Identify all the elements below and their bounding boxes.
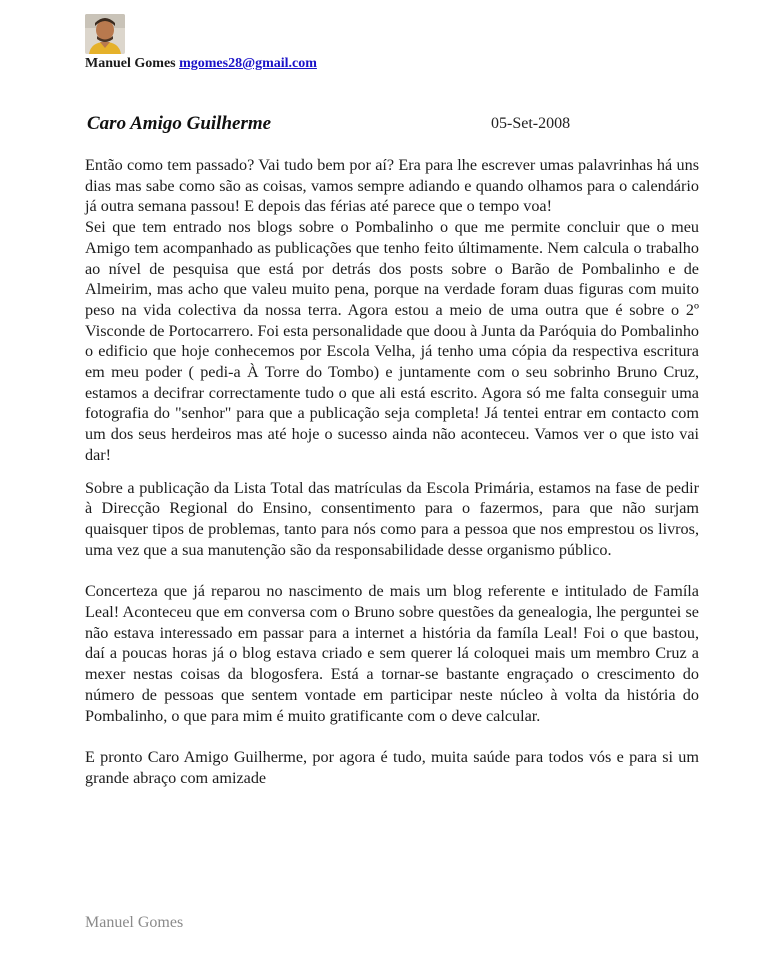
letter-body [85, 155, 699, 789]
signature: Manuel Gomes [85, 914, 184, 931]
salutation-row [87, 113, 687, 137]
letter-paragraph: Sobre a publicação da Lista Total das matrículas da Escola Primária, estamos na fase de pedir à Direcção Regional do Ensino, consentimento para o fazermos, para que não surjam quaisquer tipos de problemas, tanto para nós como para a pessoa que nos emprestou os livros, uma vez que a sua manutenção são da responsabilidade desse organismo público. [85, 478, 699, 559]
author-email-link[interactable]: mgomes28@gmail.com [179, 56, 317, 71]
letter-paragraph: E pronto Caro Amigo Guilherme, por agora é tudo, muita saúde para todos vós e para si um grande abraço com amizade [85, 748, 699, 787]
letter-paragraph: Concerteza que já reparou no nascimento de mais um blog referente e intitulado de Famíla Leal! Aconteceu que em conversa com o Bruno sobre questões da genealogia, lhe perguntei se não estava interessado em passar para a internet a história da famíla Leal! Foi o que bastou, daí a poucas horas já o blog estava criado e sem querer lá coloquei mais um membro Cruz a mexer nestas coisas da blogosfera. Está a tornar-se bastante engraçado o crescimento do número de pessoas que sentem vontade em participar neste núcleo à volta da história do Pombalinho, o que para mim é muito gratificante com o deve calcular. [85, 582, 699, 725]
letter-date: 05-Set-2008 [491, 115, 571, 132]
avatar [85, 14, 125, 54]
author-name: Manuel Gomes [85, 56, 176, 71]
letter-header [85, 14, 317, 72]
letter-paragraph: Sei que tem entrado nos blogs sobre o Pombalinho o que me permite concluir que o meu Amigo tem acompanhado as publicações que tenho feito últimamente. Nem calcula o trabalho ao nível de pesquisa que está por detrás dos posts sobre o Barão de Pombalinho e de Almeirim, mas acho que valeu muito pena, porque na verdade foram duas figuras com muito peso na vida colectiva da nossa terra. Agora estou a meio de uma outra que é sobre o 2º Visconde de Portocarrero. Foi esta personalidade que doou à Junta da Paróquia do Pombalinho o edificio que hoje conhecemos por Escola Velha, já tenho uma cópia da respectiva escritura em meu poder ( pedi-a À Torre do Tombo) e juntamente com o seu sobrinho Bruno Cruz, estamos a decifrar correctamente tudo o que ali está escrito. Agora só me falta conseguir uma fotografia do "senhor" para que a publicação seja completa! Já tentei entrar em contacto com um dos seus herdeiros mas até hoje o sucesso ainda não aconteceu. Vamos ver o que isto vai dar! [85, 218, 700, 464]
salutation: Caro Amigo Guilherme [87, 113, 272, 134]
letter-paragraph: Então como tem passado? Vai tudo bem por aí? Era para lhe escrever umas palavrinhas há uns dias mas sabe como são as coisas, vamos sempre adiando e quando olhamos para o calendário já outra semana passou! E depois das férias até parece que o tempo voa! [85, 156, 699, 216]
author-line [85, 56, 317, 72]
avatar-portrait-icon [85, 14, 125, 54]
